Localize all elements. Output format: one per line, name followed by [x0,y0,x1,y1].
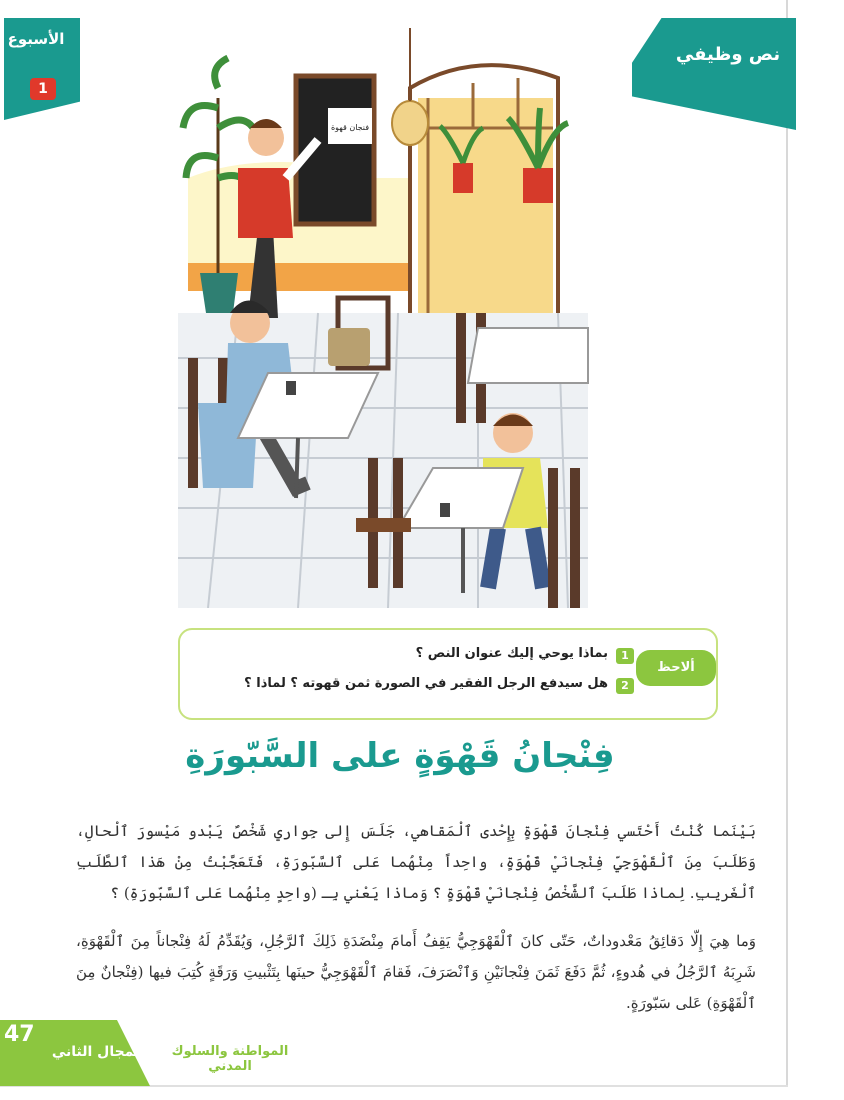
question-number-2: 2 [616,678,634,694]
domain-title: المواطنة والسلوك المدني [171,1044,289,1074]
week-label: الأسبوع [7,30,65,48]
paragraph-2: وَما هِيَ إِلّا دَقائِقُ مَعْدوداتٌ، حَتّى كانَ ٱلْقَهْوَجِيُّ يَقِفُ أَمامَ مِنْضَدَةِ ذَلِكَ ٱلرَّجُلِ، وَيُقَدِّمُ لَهُ فِنْجاناً مِنَ ٱلْقَهْوَةِ، شَرِبَهُ ٱلرَّجُلُ في هُدوءٍ، ثُمَّ دَفَعَ ثَمَنَ فِنْجانَيْنِ وَٱنْصَرَفَ، فَقامَ ٱلْقَهْوَجِيُّ حينَها بِتَثْبيتِ وَرَقَةٍ كُتِبَ فيها (فِنْجانٌ مِنَ ٱلْقَهْوَةِ) عَلى سَبّورَةٍ. [76,932,756,1012]
observe-predict-tag: ألاحظ وأتوقع [636,650,716,686]
cafe-illustration [178,28,598,608]
text-type-tab [632,18,796,130]
domain-label: المجال الثاني [51,1044,145,1060]
page-edge [786,0,788,1085]
sign-text: فنجان قهوة [330,123,370,132]
week-number-badge: 1 [30,78,56,100]
text-type-label: نص وظيفي [675,44,781,65]
question-1: بماذا يوحي إليك عنوان النص ؟ [415,646,608,661]
paragraph-1: بَيْنَما كُنْتُ أَحْتَسي فِنْجانَ قَهْوَةٍ بِإِحْدى ٱلْمَقاهي، جَلَسَ إِلى جِواري شَخْصٌ يَبْدو مَيْسورَ ٱلْحالِ، وَطَلَبَ مِنَ ٱلْقَهْوَجِيِّ فِنْجانَيْ قَهْوَةٍ، واحِداً مِنْهُما عَلى ٱلسَّبّورَةِ، فَتَعَجَّبْتُ مِنْ هَذا ٱلطَّلَبِ ٱلْغَريبِ. لِماذا طَلَبَ ٱلشَّخْصُ فِنْجانَيْ قَهْوَةٍ ؟ وَماذا يَعْني بِـ (واحِدٍ مِنْهُما عَلى ٱلسَّبّورَةِ) ؟ [76,822,756,902]
question-2: هل سيدفع الرجل الفقير في الصورة ثمن قهوته ؟ لماذا ؟ [244,676,608,691]
question-number-1: 1 [616,648,634,664]
page-number: 47 [4,1022,35,1047]
page-title: فِنْجانُ قَهْوَةٍ على السَّبّورَةِ [185,736,615,776]
